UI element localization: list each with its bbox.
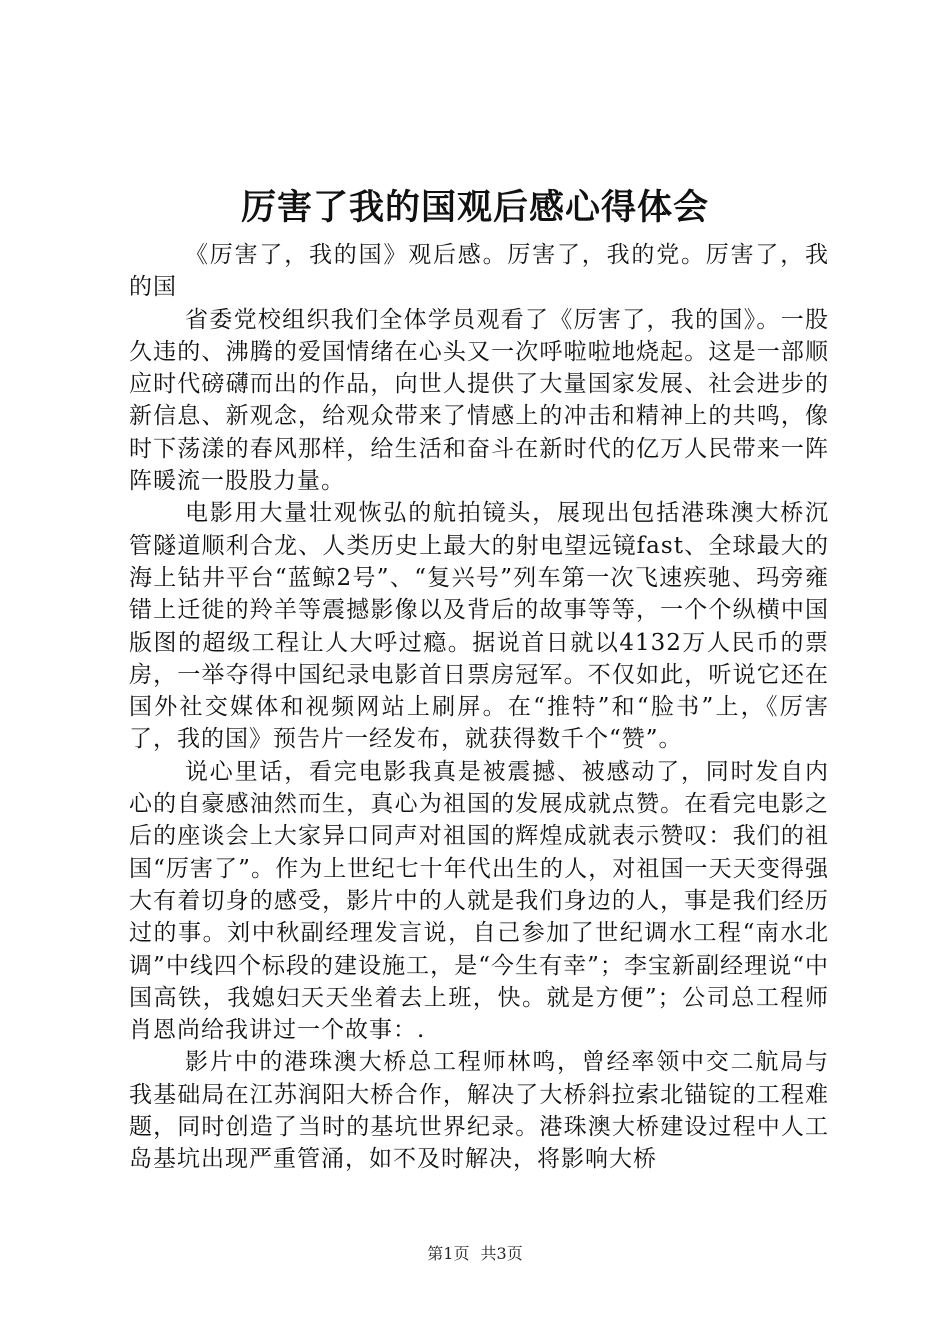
- paragraph: 电影用大量壮观恢弘的航拍镜头，展现出包括港珠澳大桥沉管隧道顺利合龙、人类历史上最大的射电望远镜fast、全球最大的海上钻井平台“蓝鲸2号”、“复兴号”列车第一次飞速疾驰、玛旁雍错上迁徙的羚羊等震撼影像以及背后的故事等等，一个个纵横中国版图的超级工程让人大呼过瘾。据说首日就以4132万人民币的票房，一举夺得中国纪录电影首日票房冠军。不仅如此，听说它还在国外社交媒体和视频网站上刷屏。在“推特”和“脸书”上，《厉害了，我的国》预告片一经发布，就获得数千个“赞”。: [129, 500, 829, 753]
- paragraph: 说心里话，看完电影我真是被震撼、被感动了，同时发自内心的自豪感油然而生，真心为祖国的发展成就点赞。在看完电影之后的座谈会上大家异口同声对祖国的辉煌成就表示赞叹：我们的祖国“厉害了”。作为上世纪七十年代出生的人，对祖国一天天变得强大有着切身的感受，影片中的人就是我们身边的人，事是我们经历过的事。刘中秋副经理发言说，自己参加了世纪调水工程“南水北调”中线四个标段的建设施工，是“今生有幸”；李宝新副经理说“中国高铁，我媳妇天天坐着去上班，快。就是方便”；公司总工程师肖恩尚给我讲过一个故事：.: [129, 758, 829, 1044]
- document-title: 厉害了我的国观后感心得体会: [240, 187, 709, 228]
- paragraph: 省委党校组织我们全体学员观看了《厉害了，我的国》。一股久违的、沸腾的爱国情绪在心头又一次呼啦啦地烧起。这是一部顺应时代磅礴而出的作品，向世人提供了大量国家发展、社会进步的新信息、新观念，给观众带来了情感上的冲击和精神上的共鸣，像时下荡漾的春风那样，给生活和奋斗在新时代的亿万人民带来一阵阵暖流一股股力量。: [129, 306, 829, 495]
- paragraph: 《厉害了，我的国》观后感。厉害了，我的党。厉害了，我的国: [129, 242, 829, 301]
- paragraph: 影片中的港珠澳大桥总工程师林鸣，曾经率领中交二航局与我基础局在江苏润阳大桥合作，解决了大桥斜拉索北锚锭的工程难题，同时创造了当时的基坑世界纪录。港珠澳大桥建设过程中人工岛基坑出现严重管涌，如不及时解决，将影响大桥: [129, 1049, 829, 1173]
- page-number: 第1页: [427, 1244, 470, 1263]
- page-total: 共3页: [480, 1244, 523, 1263]
- document-body: [129, 239, 829, 1176]
- page-footer: [0, 1244, 950, 1264]
